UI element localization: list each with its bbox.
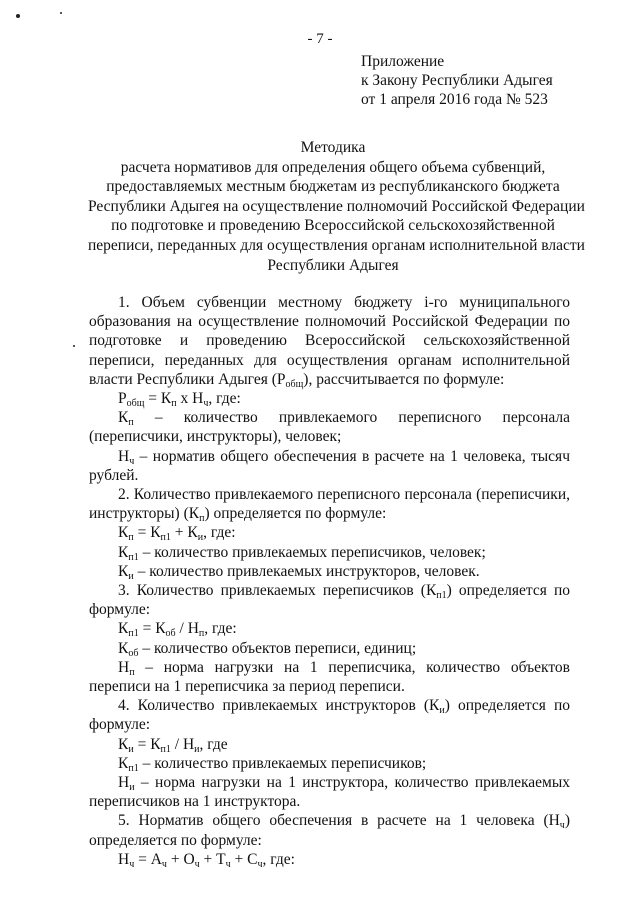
appendix-header bbox=[361, 52, 553, 109]
paragraph-1: 1. Объем субвенции местному бюджету i-го муниципального образования на осуществление полномочий Российской Федерации по подготовке и проведению Всероссийской сельскохозяйственной переписи, переданных для осуществления органам исполнительной власти Республики Адыгея $(Р_{общ})$, рассчитывается по формуле: bbox=[89, 294, 570, 390]
title-line: расчета нормативов для определения общего объема субвенций, bbox=[120, 158, 546, 176]
definition: $Н_и$ – норма нагрузки на 1 инструктора, количество привлекаемых переписчиков на 1 инструктора. bbox=[89, 774, 570, 811]
definition: $Н_ч$ – норматив общего обеспечения в расчете на 1 человека, тысяч рублей. bbox=[89, 447, 570, 484]
appendix-line: Приложение bbox=[361, 53, 445, 70]
definition: $Н_п$ – норма нагрузки на 1 переписчика, количество объектов переписи на 1 переписчика за период переписи. bbox=[89, 658, 570, 696]
formula-5: $Н_ч = А_ч + О_ч + Т_ч + С_ч$, где: bbox=[118, 850, 295, 870]
title-line: Методика bbox=[300, 139, 366, 156]
title-line: переписи, переданных для осуществления органам исполнительной власти bbox=[88, 236, 585, 254]
document-title bbox=[88, 138, 585, 275]
title-line: предоставляемых местным бюджетам из республиканского бюджета bbox=[106, 178, 560, 196]
title-line: Республики Адыгея bbox=[267, 256, 399, 274]
definition: $К_{п1}$ – количество привлекаемых переписчиков, человек; bbox=[118, 543, 486, 563]
scan-speck bbox=[16, 14, 20, 18]
formula-1: $Р_{общ} = К_п$ х $Н_ч$, где: bbox=[118, 390, 241, 410]
formula-3: $К_{п1} = К_{об} / Н_п$, где: bbox=[118, 620, 237, 640]
paragraph-2: 2. Количество привлекаемого переписного персонала (переписчики, инструкторы) $(К_п)$ определяется по формуле: bbox=[89, 486, 570, 525]
definition: $К_п$ – количество привлекаемого переписного персонала (переписчики, инструкторы), человек; bbox=[89, 409, 570, 446]
title-line: Республики Адыгея на осуществление полномочий Российской Федерации bbox=[88, 197, 585, 215]
title-line: по подготовке и проведению Всероссийской сельскохозяйственной bbox=[111, 217, 555, 235]
page-number: - 7 - bbox=[307, 31, 333, 47]
appendix-line: к Закону Республики Адыгея bbox=[361, 72, 553, 89]
paragraph-3: 3. Количество привлекаемых переписчиков $(К_{п1})$ определяется по формуле: bbox=[89, 582, 570, 619]
paragraph-4: 4. Количество привлекаемых инструкторов $(К_и)$ определяется по формуле: bbox=[89, 697, 570, 734]
definition: $К_{об}$ – количество объектов переписи, единиц; bbox=[118, 639, 417, 659]
scan-speck bbox=[73, 345, 75, 347]
formula-2: $К_п = К_{п1} + К_и$, где: bbox=[118, 524, 236, 544]
scan-speck bbox=[60, 12, 62, 14]
paragraph-5: 5. Норматив общего обеспечения в расчете на 1 человека $(Н_ч)$ определяется по формуле: bbox=[89, 812, 570, 849]
definition: $К_и$ – количество привлекаемых инструкторов, человек. bbox=[118, 562, 480, 582]
definition: $К_{п1}$ – количество привлекаемых переписчиков; bbox=[118, 754, 427, 774]
appendix-line: от 1 апреля 2016 года № 523 bbox=[361, 91, 548, 108]
formula-4: $К_и = К_{п1} / Н_и$, где bbox=[118, 735, 228, 755]
document-body bbox=[89, 293, 570, 869]
